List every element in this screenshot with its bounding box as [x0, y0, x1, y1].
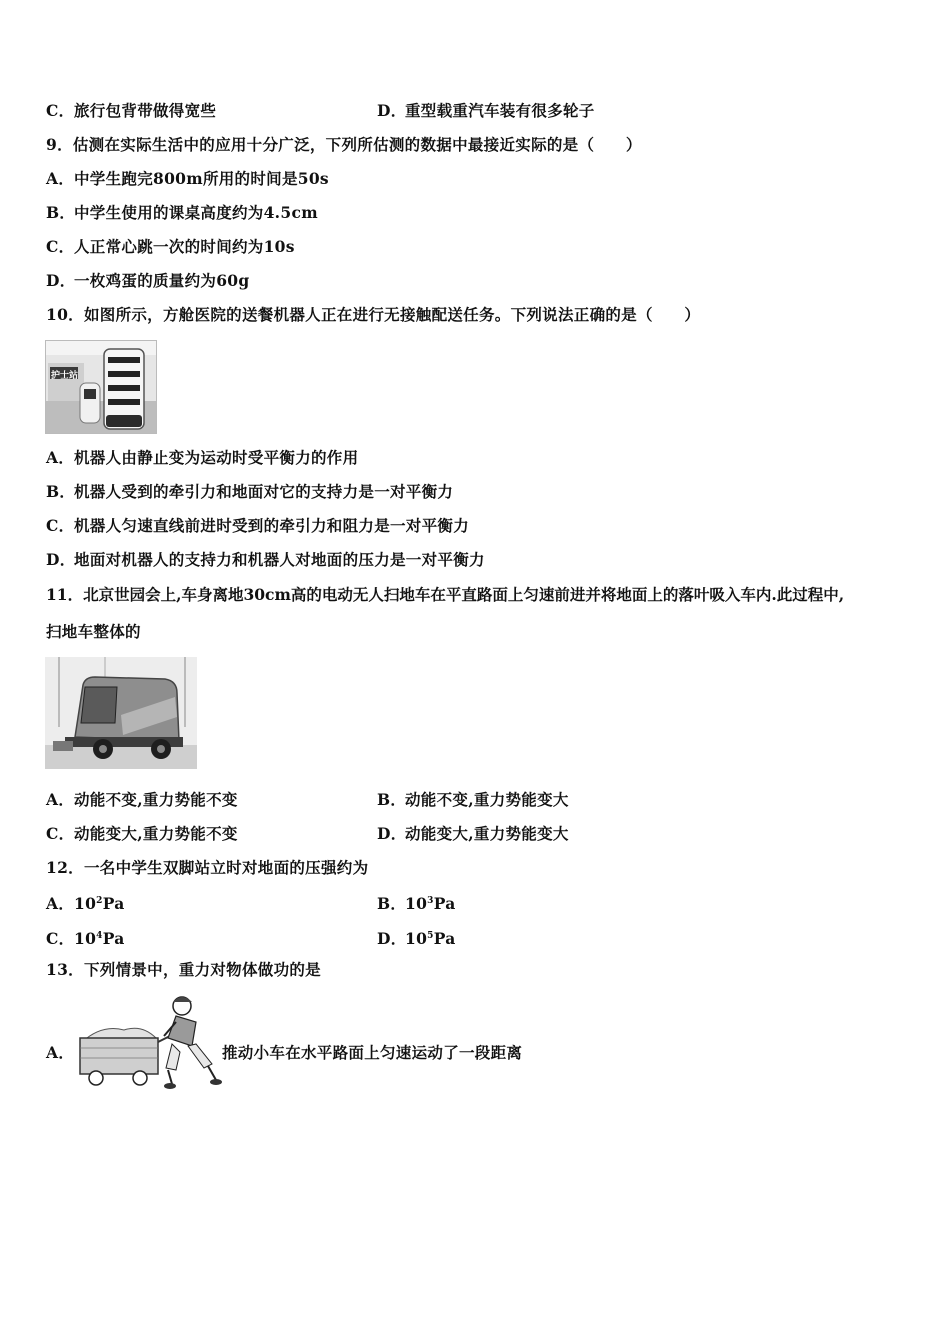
option-unit: Pa: [433, 894, 456, 913]
pushing-cart-figure: [72, 990, 222, 1090]
option-text: 地面对机器人的支持力和机器人对地面的压力是一对平衡力: [74, 550, 485, 569]
option-base: 10: [74, 929, 97, 948]
q10-option-c: [46, 516, 469, 536]
option-text: 一枚鸡蛋的质量约为60g: [74, 271, 250, 290]
robot-figure: [45, 340, 157, 434]
q9-option-b: [46, 203, 318, 223]
option-letter: B．: [46, 482, 76, 501]
option-base: 10: [74, 894, 97, 913]
sweeper-figure: [45, 657, 197, 769]
q11-option-b: [377, 790, 569, 810]
q11-stem-line1: 11．北京世园会上,车身离地30cm高的电动无人扫地车在平直路面上匀速前进并将地面上的落叶吸入车内.此过程中,: [46, 585, 845, 604]
q9-option-c: [46, 237, 295, 257]
q9-option-d: [46, 271, 250, 291]
option-letter: A．: [46, 894, 75, 913]
option-letter: C．: [46, 237, 75, 256]
q13-option-a-text: 推动小车在水平路面上匀速运动了一段距离: [222, 1043, 523, 1062]
q9-option-a: [46, 169, 329, 189]
q10-stem: 10．如图所示，方舱医院的送餐机器人正在进行无接触配送任务。下列说法正确的是（ ）: [46, 305, 701, 324]
q11-option-c: [46, 824, 238, 844]
q11-option-a: [46, 790, 238, 810]
option-letter: D．: [46, 271, 76, 290]
q8-option-d: [377, 101, 595, 121]
option-letter: B．: [377, 894, 407, 913]
option-letter: B．: [377, 790, 407, 809]
option-text: 动能不变,重力势能不变: [74, 790, 238, 809]
option-text: 动能变大,重力势能变大: [405, 824, 569, 843]
option-exponent: 2: [96, 896, 103, 906]
option-unit: Pa: [433, 929, 456, 948]
q11-option-d: [377, 824, 569, 844]
option-exponent: 5: [427, 931, 434, 941]
nurse-station-sign: 护士站: [51, 371, 79, 381]
option-letter: D．: [377, 929, 407, 948]
option-text: 动能不变,重力势能变大: [405, 790, 569, 809]
option-text: 中学生使用的课桌高度约为4.5cm: [74, 203, 318, 222]
option-base: 10: [405, 929, 428, 948]
q9-stem: 9．估测在实际生活中的应用十分广泛，下列所估测的数据中最接近实际的是（ ）: [46, 135, 642, 154]
q13-stem: 13．下列情景中，重力对物体做功的是: [46, 960, 321, 979]
option-text: 机器人受到的牵引力和地面对它的支持力是一对平衡力: [74, 482, 454, 501]
boy-pushing-cart-illustration: [72, 990, 222, 1090]
option-letter: B．: [46, 203, 76, 222]
q11-stem-line2: 扫地车整体的: [46, 622, 141, 641]
q8-option-c: [46, 101, 216, 121]
option-exponent: 3: [427, 896, 434, 906]
option-letter: A．: [46, 448, 75, 467]
q12-option-b: [377, 891, 456, 914]
option-letter: D．: [377, 824, 407, 843]
option-exponent: 4: [96, 931, 103, 941]
q12-option-d: [377, 926, 456, 949]
q10-option-d: [46, 550, 485, 570]
option-text: 旅行包背带做得宽些: [74, 101, 217, 120]
option-text: 动能变大,重力势能不变: [74, 824, 238, 843]
option-unit: Pa: [102, 929, 125, 948]
option-text: 机器人由静止变为运动时受平衡力的作用: [74, 448, 359, 467]
option-letter: A．: [46, 169, 75, 188]
sweeper-truck-illustration: [45, 657, 197, 769]
option-letter: C．: [46, 101, 75, 120]
q10-option-a: [46, 448, 358, 468]
option-letter: A．: [46, 790, 75, 809]
option-letter: C．: [46, 929, 75, 948]
option-text: 中学生跑完800m所用的时间是50s: [74, 169, 329, 188]
q12-stem: 12．一名中学生双脚站立时对地面的压强约为: [46, 858, 369, 877]
option-letter: C．: [46, 516, 75, 535]
option-unit: Pa: [102, 894, 125, 913]
option-text: 人正常心跳一次的时间约为10s: [74, 237, 295, 256]
q13-option-a-letter: A．: [46, 1043, 75, 1062]
robot-illustration: [46, 341, 156, 433]
q12-option-c: [46, 926, 125, 949]
option-letter: D．: [46, 550, 76, 569]
option-letter: C．: [46, 824, 75, 843]
option-text: 重型载重汽车装有很多轮子: [405, 101, 595, 120]
option-base: 10: [405, 894, 428, 913]
option-letter: D．: [377, 101, 407, 120]
q12-option-a: [46, 891, 125, 914]
option-text: 机器人匀速直线前进时受到的牵引力和阻力是一对平衡力: [74, 516, 470, 535]
q10-option-b: [46, 482, 453, 502]
